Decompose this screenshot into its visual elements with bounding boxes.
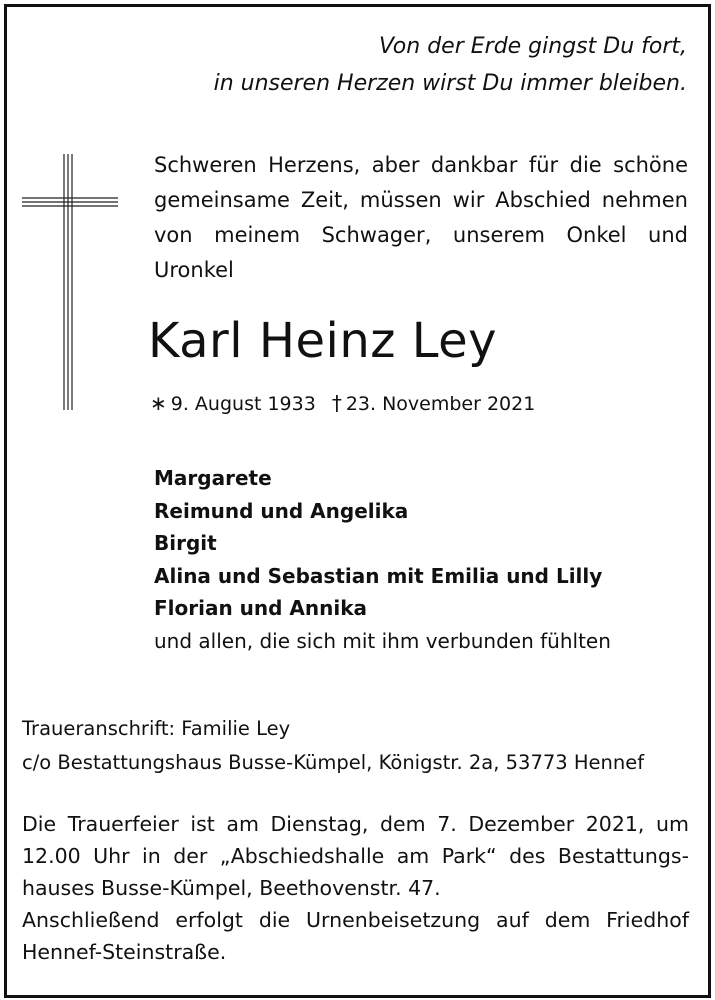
intro-text: Schweren Herzens, aber dankbar für die schöne gemeinsame Zeit, müssen wir Abschied nehmen von meinem Schwager, unserem Onkel und Uronkel <box>154 153 688 282</box>
service-line-4: Anschließend erfolgt die Urnenbeisetzung auf dem Friedhof <box>22 908 689 932</box>
mourning-address <box>22 712 644 780</box>
mourner-item: Reimund und Angelika <box>154 498 409 523</box>
cross-icon <box>20 152 120 412</box>
address-line-2: c/o Bestattungshaus Busse-Kümpel, Königstr. 2a, 53773 Hennef <box>22 751 645 774</box>
service-line-1: Die Trauerfeier ist am Dienstag, dem 7. Dezember 2021, um <box>22 812 689 836</box>
life-dates <box>150 388 535 419</box>
address-line-1: Traueranschrift: Familie Ley <box>22 717 291 740</box>
mourner-item: Margarete <box>154 466 272 490</box>
mourner-item: Birgit <box>154 531 217 555</box>
mourners-closing: und allen, die sich mit ihm verbunden fühlten <box>154 628 611 653</box>
funeral-service-info <box>22 808 689 968</box>
service-line-5: Hennef-Steinstraße. <box>22 940 227 964</box>
motto <box>214 28 687 102</box>
mourner-item: Florian und Annika <box>154 596 368 620</box>
service-line-2: 12.00 Uhr in der „Abschiedshalle am Park“ des Bestattungs- <box>22 844 689 868</box>
service-line-3: hauses Busse-Kümpel, Beethovenstr. 47. <box>22 876 441 900</box>
mourner-item: Alina und Sebastian mit Emilia und Lilly <box>154 563 603 588</box>
motto-line-2: in unseren Herzen wirst Du immer bleiben. <box>213 71 687 96</box>
deceased-name: Karl Heinz Ley <box>148 313 498 369</box>
birth-star-icon: ∗ <box>150 391 167 415</box>
death-dagger-icon: † <box>331 391 342 415</box>
death-date: 23. November 2021 <box>345 393 536 415</box>
mourners-list <box>154 462 611 657</box>
motto-line-1: Von der Erde gingst Du fort, <box>379 34 687 59</box>
birth-date: 9. August 1933 <box>170 393 316 415</box>
